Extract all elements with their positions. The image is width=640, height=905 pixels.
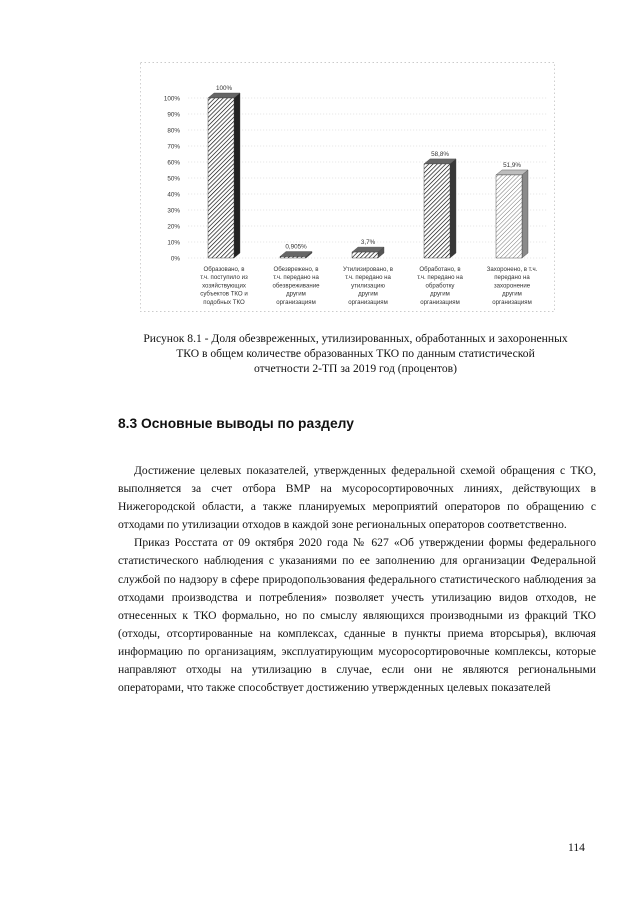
x-tick-label: Утилизировано, в т.ч. передано на утилизацию другим организациям: [343, 266, 393, 306]
bar-5: [496, 170, 528, 258]
bar-top: [496, 170, 528, 175]
data-label: 58,8%: [431, 150, 449, 158]
x-tick-label: Обработано, в т.ч. передано на обработку другим организациям: [417, 266, 463, 306]
y-tick-label: 40%: [167, 191, 180, 199]
y-tick-label: 0%: [170, 255, 180, 263]
y-tick-label: 100%: [163, 95, 180, 103]
x-tick-label: Обезврежено, в т.ч. передано на обезвреживание другим организациям: [272, 266, 320, 306]
bar-2: [280, 252, 312, 258]
bar-top: [208, 93, 240, 98]
bar-front: [352, 252, 378, 258]
y-tick-label: 20%: [167, 223, 180, 231]
y-tick-label: 30%: [167, 207, 180, 215]
caption-line-2: ТКО в общем количестве образованных ТКО по данным статистической: [176, 347, 535, 360]
page-number: 114: [568, 841, 585, 854]
data-label: 51,9%: [503, 161, 521, 169]
data-label: 3,7%: [360, 239, 376, 247]
chart-y-axis: [164, 96, 181, 263]
section-body: [118, 462, 596, 697]
chart-bars: [208, 93, 528, 258]
bar-top: [352, 247, 384, 252]
y-tick-label: 10%: [167, 239, 180, 247]
bar-front: [208, 98, 234, 258]
y-tick-label: 80%: [167, 127, 180, 135]
paragraph-1: Достижение целевых показателей, утвержденных федеральной схемой обращения с ТКО, выполняется за счет отбора ВМР на мусоросортировочных линиях, действующих в Нижегородской области, а также планируемых мероприятий операторов по обращению с отходами по утилизации отходов в каждой зоне региональных операторов соответственно.: [118, 464, 596, 532]
y-tick-label: 90%: [167, 111, 180, 119]
chart-x-axis: [200, 266, 537, 306]
bar-front: [280, 257, 306, 258]
bar-4: [424, 159, 456, 258]
y-tick-label: 60%: [167, 159, 180, 167]
bar-front: [424, 164, 450, 258]
bar-top: [280, 252, 312, 257]
bar-side: [234, 93, 240, 258]
bar-top: [424, 159, 456, 164]
section-heading: 8.3 Основные выводы по разделу: [118, 416, 354, 431]
bar-3: [352, 247, 384, 258]
bar-1: [208, 93, 240, 258]
paragraph-2: Приказ Росстата от 09 октября 2020 года № 627 «Об утверждении формы федерального статистического наблюдения с указаниями по ее заполнению для организации Федеральной службой по надзору в сфере природопользования федерального статистического наблюдения за отходами производства и потребления» позволяет учесть утилизацию видов отходов, не отнесенных к ТКО формально, но по смыслу являющихся производными из фракций ТКО (отходы, отсортированные на комплексах, сданные в пункты приема вторсырья), включая информацию по организациям, эксплуатирующим мусоросортировочные комплексы, которые направляют отходы на утилизацию в случае, если они не являются региональными операторами, что также способствует достижению утвержденных целевых показателей: [118, 536, 596, 695]
data-label: 100%: [215, 85, 233, 92]
x-tick-label: Образовано, в т.ч. поступило из хозяйствующих субъектов ТКО и подобных ТКО: [200, 266, 248, 306]
bar-side: [522, 170, 528, 258]
caption-line-3: отчетности 2-ТП за 2019 год (процентов): [253, 362, 458, 375]
chart-gridlines: [188, 98, 548, 258]
x-tick-label: Захоронено, в т.ч. передано на захоронение другим организациям: [486, 266, 538, 306]
figure-caption: [118, 331, 593, 376]
data-label: 0,905%: [285, 243, 307, 251]
y-tick-label: 70%: [167, 143, 180, 151]
bar-chart: [140, 62, 555, 312]
bar-side: [450, 159, 456, 258]
bar-front: [496, 175, 522, 258]
y-tick-label: 50%: [167, 175, 180, 183]
caption-line-1: Рисунок 8.1 - Доля обезвреженных, утилизированных, обработанных и захороненных: [143, 332, 568, 345]
